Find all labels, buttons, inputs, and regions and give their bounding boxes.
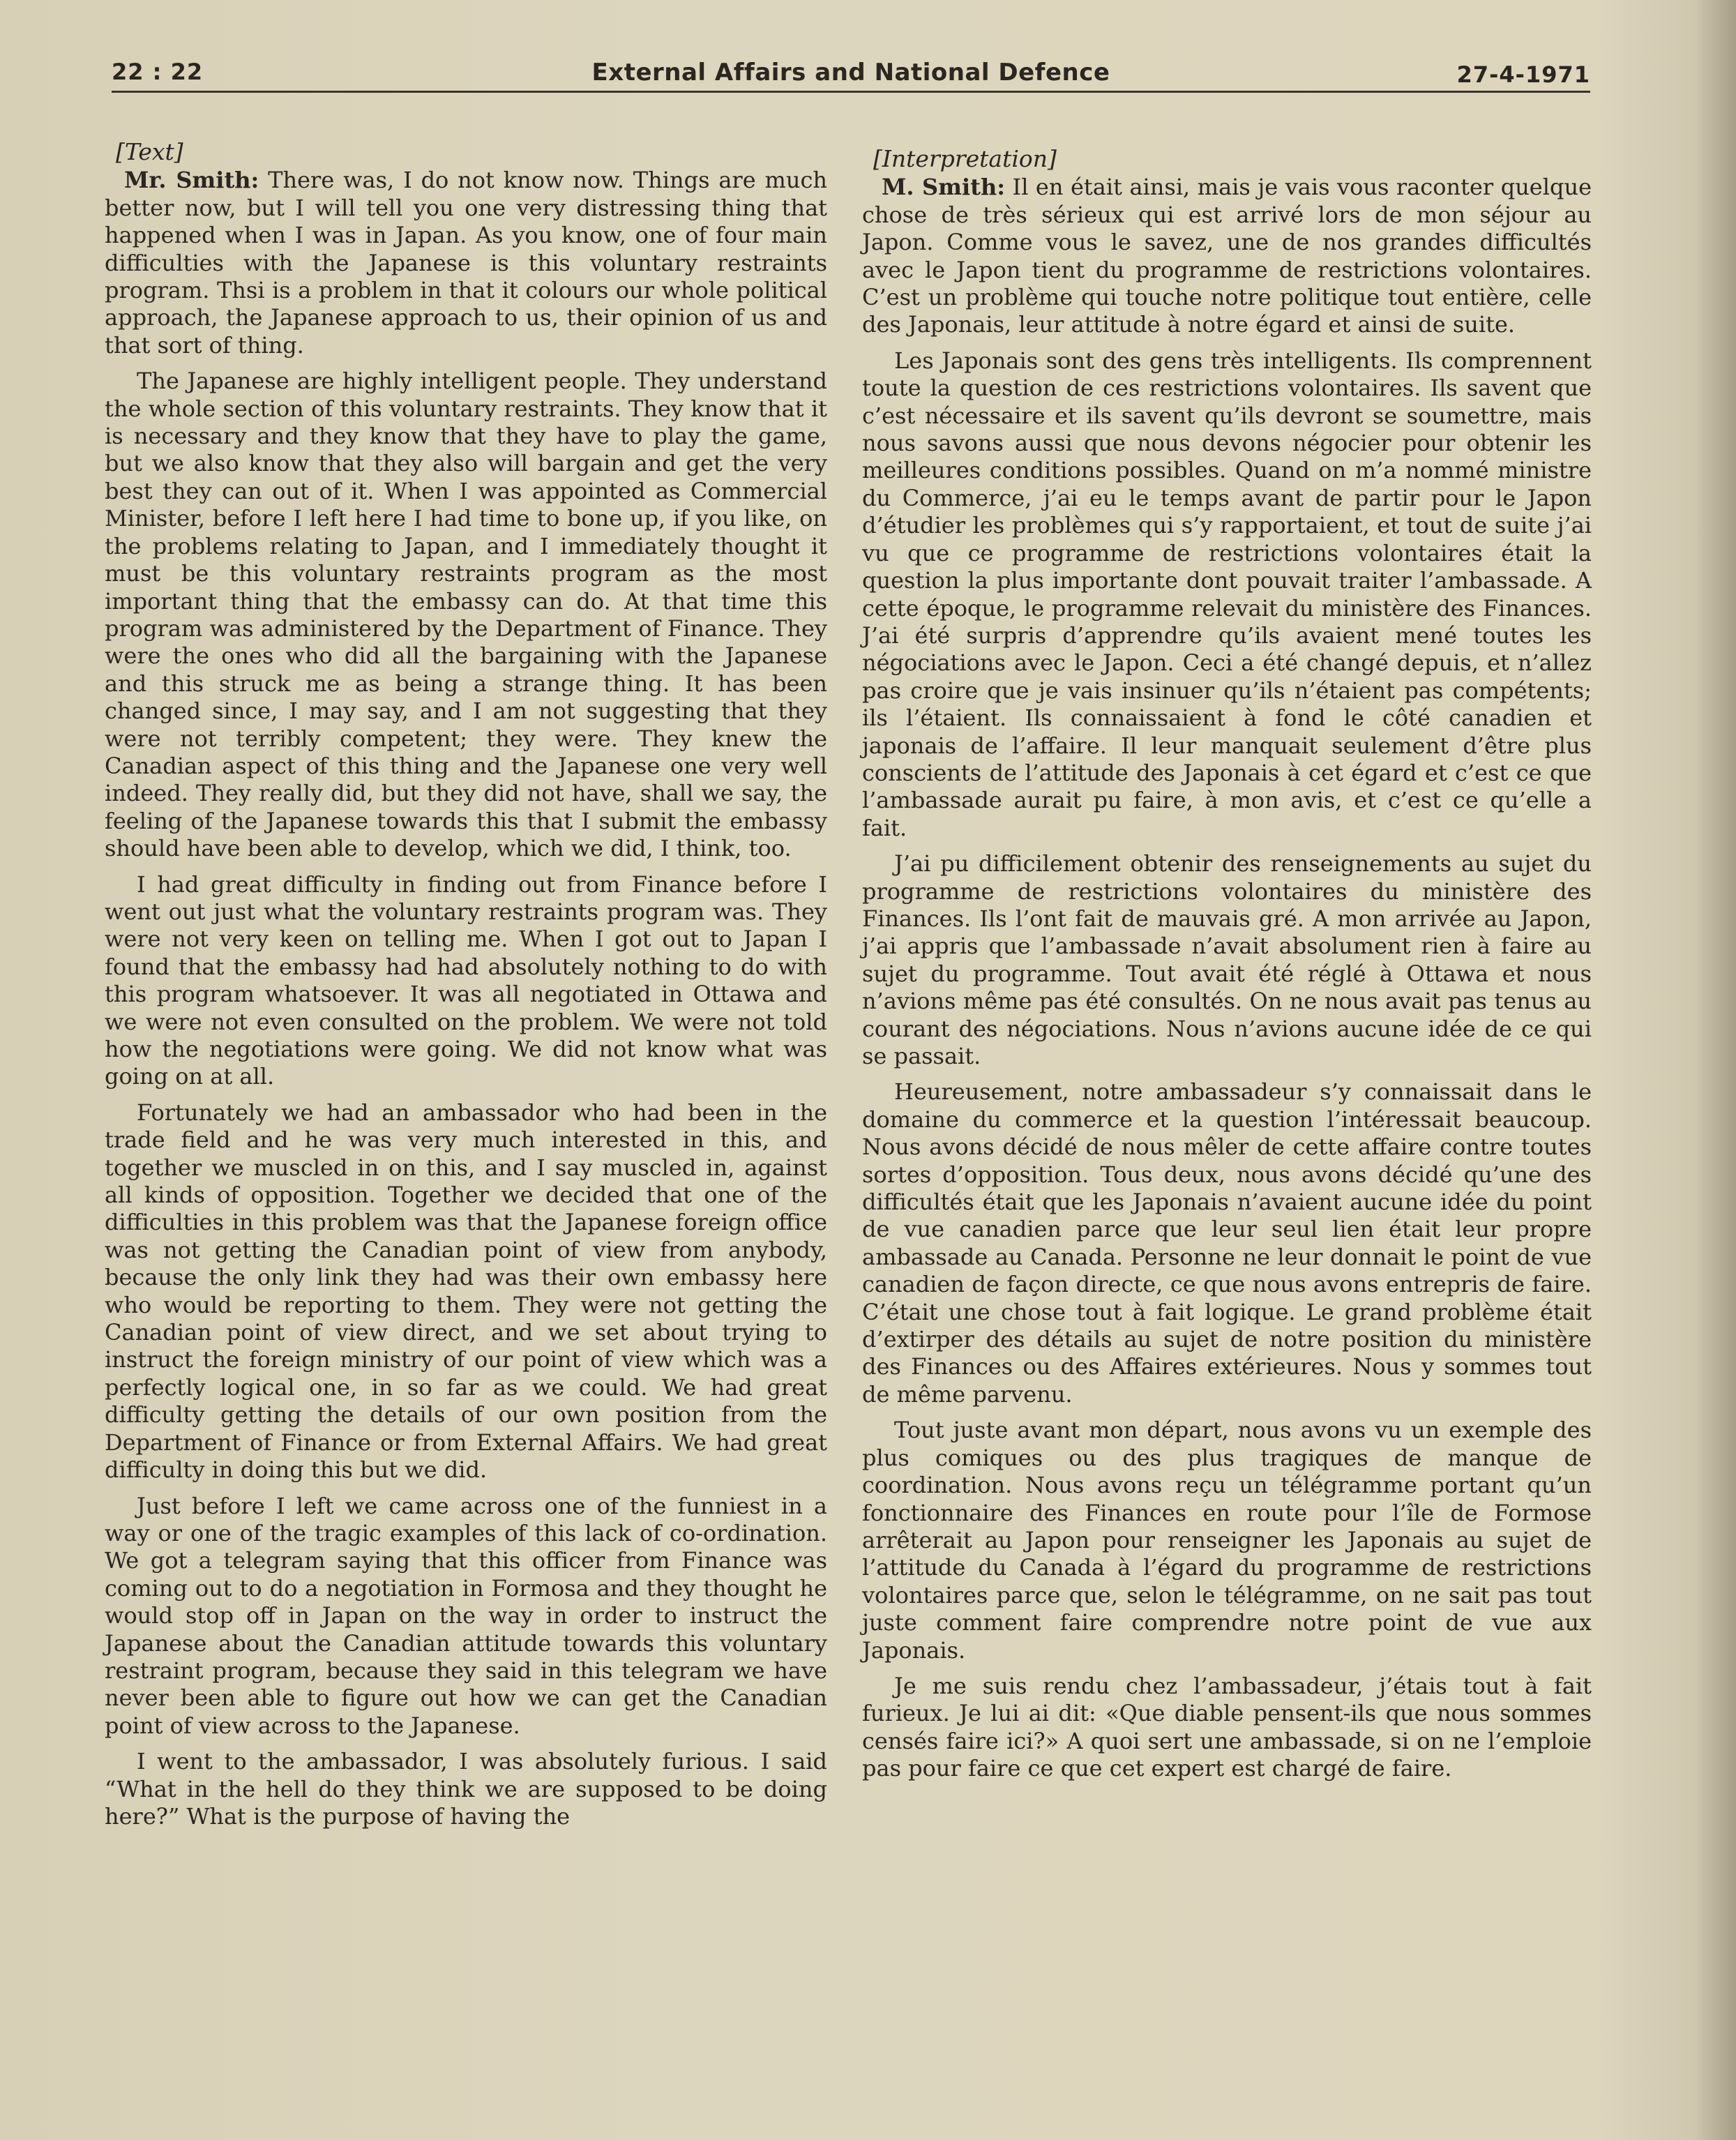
- paragraph: I had great difficulty in finding out from Finance before I went out just what the voluntary restraints program was. They were not very keen on telling me. When I got out to Japan I found that the embassy had had absolutely nothing to do with this program whatsoever. It was all negotiated in Ottawa and we were not even consulted on the problem. We were not told how the negotiations were going. We did not know what was going on at all.: [105, 871, 827, 1090]
- french-column: [862, 145, 1592, 1791]
- text-tag: [Text]: [116, 138, 183, 165]
- speaker-label: M. Smith:: [882, 174, 1006, 201]
- running-header: [112, 59, 1590, 93]
- header-title: External Affairs and National Defence: [591, 59, 1110, 86]
- paragraph: Je me suis rendu chez l’ambassadeur, j’étais tout à fait furieux. Je lui ai dit: «Que diable pensent-ils que nous sommes censés faire ici?» A quoi sert une ambassade, si on ne l’emploie pas pour faire ce que cet expert est chargé de faire.: [862, 1672, 1592, 1782]
- paragraph: J’ai pu difficilement obtenir des renseignements au sujet du programme de restrictions volontaires du ministère des Finances. Ils l’ont fait de mauvais gré. A mon arrivée au Japon, j’ai appris que l’ambassade n’avait absolument rien à faire au sujet du programme. Tout avait été réglé à Ottawa et nous n’avions même pas été consultés. On ne nous avait pas tenus au courant des négociations. Nous n’avions aucune idée de ce qui se passait.: [862, 850, 1592, 1069]
- paragraph: The Japanese are highly intelligent people. They understand the whole section of this voluntary restraints. They know that it is necessary and they know that they have to play the game, but we also know that they also will bargain and get the very best they can out of it. When I was appointed as Commercial Minister, before I left here I had time to bone up, if you like, on the problems relating to Japan, and I immediately thought it must be this voluntary restraints program as the most important thing that the embassy can do. At that time this program was administered by the Department of Finance. They were the ones who did all the bargaining with the Japanese and this struck me as being a strange thing. It has been changed since, I may say, and I am not suggesting that they were not terribly competent; they were. They knew the Canadian aspect of this thing and the Japanese one very well indeed. They really did, but they did not have, shall we say, the feeling of the Japanese towards this that I submit the embassy should have been able to develop, which we did, I think, too.: [105, 368, 827, 862]
- paragraph-text: Il en était ainsi, mais je vais vous raconter quelque chose de très sérieux qui est arrivé lors de mon séjour au Japon. Comme vous le savez, une de nos grandes difficultés avec le Japon tient du programme de restrictions volontaires. C’est un problème qui touche notre politique tout entière, celle des Japonais, leur attitude à notre égard et ainsi de suite.: [862, 174, 1592, 338]
- paragraph: I went to the ambassador, I was absolutely furious. I said “What in the hell do they think we are supposed to be doing here?” What is the purpose of having the: [105, 1748, 827, 1830]
- paragraph: Just before I left we came across one of the funniest in a way or one of the tragic examples of this lack of co-ordination. We got a telegram saying that this officer from Finance was coming out to do a negotiation in Formosa and they thought he would stop off in Japan on the way in order to instruct the Japanese about the Canadian attitude towards this voluntary restraint program, because they said in this telegram we have never been able to figure out how we can get the Canadian point of view across to the Japanese.: [105, 1492, 827, 1739]
- paragraph: Heureusement, notre ambassadeur s’y connaissait dans le domaine du commerce et la question l’intéressait beaucoup. Nous avons décidé de nous mêler de cette affaire contre toutes sortes d’opposition. Tous deux, nous avons décidé qu’une des difficultés était que les Japonais n’avaient aucune idée du point de vue canadien parce que leur seul lien était leur propre ambassade au Canada. Personne ne leur donnait le point de vue canadien de façon directe, ce que nous avons entrepris de faire. C’était une chose tout à fait logique. Le grand problème était d’extirper des détails au sujet de notre position du ministère des Finances ou des Affaires extérieures. Nous y sommes tout de même parvenu.: [862, 1078, 1592, 1408]
- paragraph-text: There was, I do not know now. Things are much better now, but I will tell you one very distressing thing that happened when I was in Japan. As you know, one of four main difficulties with the Japanese is this voluntary restraints program. Thsi is a problem in that it colours our whole political approach, the Japanese approach to us, their opinion of us and that sort of thing.: [105, 167, 827, 359]
- header-date: 27-4-1971: [1456, 61, 1590, 88]
- speaker-label: Mr. Smith:: [124, 167, 259, 194]
- page-edge-shadow: [1694, 0, 1736, 2140]
- paragraph: [105, 167, 827, 359]
- header-rule: [112, 91, 1590, 93]
- page-number: 22 : 22: [112, 59, 204, 85]
- english-column: [105, 138, 827, 1839]
- paragraph: Les Japonais sont des gens très intelligents. Ils comprennent toute la question de ces restrictions volontaires. Ils savent que c’est nécessaire et ils savent qu’ils devront se soumettre, mais nous savons aussi que nous devons négocier pour obtenir les meilleures conditions possibles. Quand on m’a nommé ministre du Commerce, j’ai eu le temps avant de partir pour le Japon d’étudier les problèmes qui s’y rapportaient, et tout de suite j’ai vu que ce programme de restrictions volontaires était la question la plus importante dont pouvait traiter l’ambassade. A cette époque, le programme relevait du ministère des Finances. J’ai été surpris d’apprendre qu’ils avaient mené toutes les négociations avec le Japon. Ceci a été changé depuis, et n’allez pas croire que je vais insinuer qu’ils n’étaient pas compétents; ils l’étaient. Ils connaissaient à fond le côté canadien et japonais de l’affaire. Il leur manquait seulement d’être plus conscients de l’attitude des Japonais à cet égard et c’est ce que l’ambassade aurait pu faire, à mon avis, et c’est ce qu’elle a fait.: [862, 347, 1592, 841]
- paragraph: Tout juste avant mon départ, nous avons vu un exemple des plus comiques ou des plus tragiques de manque de coordination. Nous avons reçu un télégramme portant qu’un fonctionnaire des Finances en route pour l’île de Formose arrêterait au Japon pour renseigner les Japonais au sujet de l’attitude du Canada à l’égard du programme de restrictions volontaires parce que, selon le télégramme, on ne sait pas tout juste comment faire comprendre notre point de vue aux Japonais.: [862, 1417, 1592, 1664]
- paragraph: [862, 174, 1592, 338]
- paragraph: Fortunately we had an ambassador who had been in the trade field and he was very much interested in this, and together we muscled in on this, and I say muscled in, against all kinds of opposition. Together we decided that one of the difficulties in this problem was that the Japanese foreign office was not getting the Canadian point of view from anybody, because the only link they had was their own embassy here who would be reporting to them. They were not getting the Canadian point of view direct, and we set about trying to instruct the foreign ministry of our point of view which was a perfectly logical one, in so far as we could. We had great difficulty getting the details of our own position from the Department of Finance or from External Affairs. We had great difficulty in doing this but we did.: [105, 1099, 827, 1484]
- interpretation-tag: [Interpretation]: [873, 145, 1057, 172]
